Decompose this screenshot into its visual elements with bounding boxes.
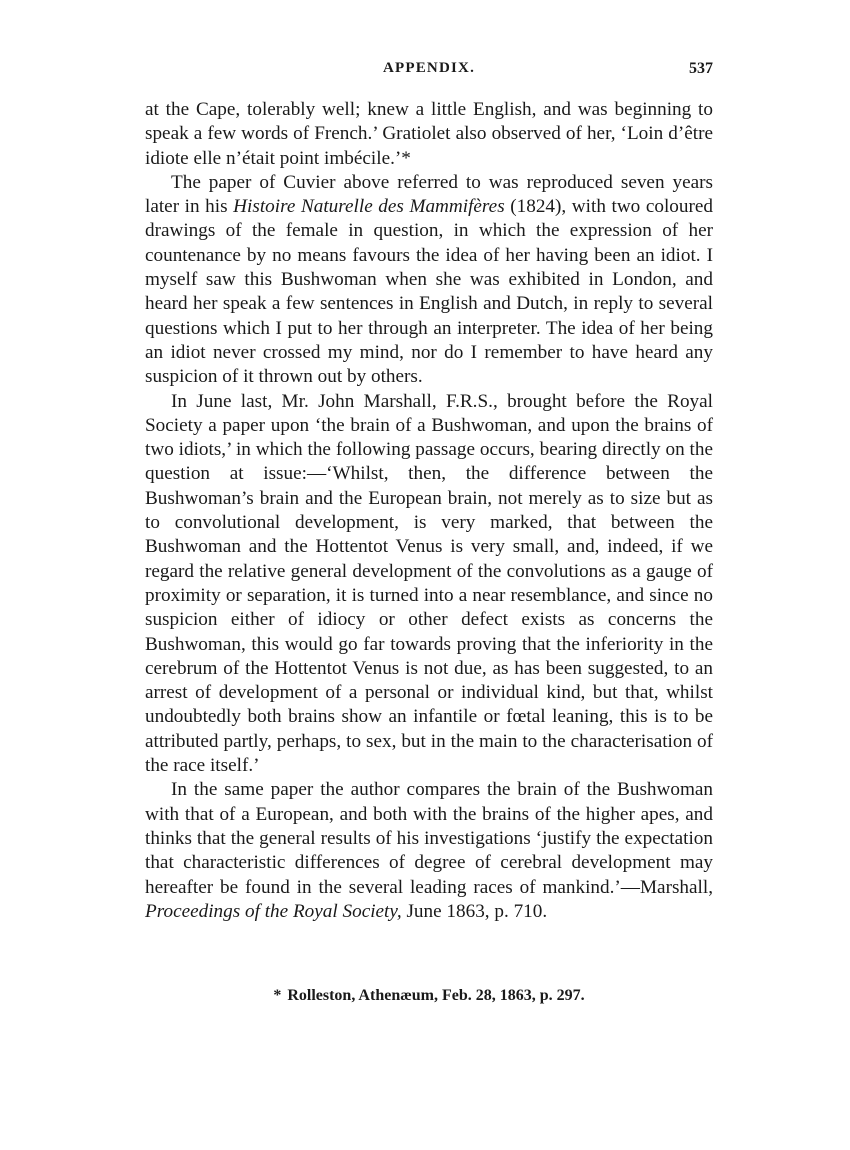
footnote bbox=[145, 987, 713, 1005]
paragraph-text: (1824), with two coloured drawings of the female in question, in which the expression of her countenance by no means favours the idea of her having been an idiot. I myself saw this Bushwoman when she was exhibited in London, and heard her speak a few sentences in English and Dutch, in reply to several questions which I put to her through an interpreter. The idea of her being an idiot never crossed my mind, nor do I remember to have heard any suspicion of it thrown out by others. bbox=[145, 196, 713, 388]
page-number: 537 bbox=[689, 60, 713, 77]
running-title: APPENDIX. bbox=[382, 60, 476, 76]
paragraph-text: In the same paper the author compares the brain of the Bushwoman with that of a European, and both with the brains of the higher apes, and thinks that the general results of his investigations ‘justify the expectation that characteristic differences of degree of cerebral development may hereafter be found in the several leading races of mankind.’—Marshall, bbox=[145, 779, 713, 898]
paragraph-p1 bbox=[145, 98, 713, 171]
running-head bbox=[145, 60, 713, 84]
paragraph-text: The paper of Cuvier above referred to was reproduced seven years later in his bbox=[145, 171, 713, 218]
footnote-text: Rolleston, Athenæum, Feb. 28, 1863, p. 297. bbox=[287, 987, 585, 1004]
italic-title-reference: Proceedings of the Royal Society, bbox=[145, 900, 402, 922]
italic-title-reference: Histoire Naturelle des Mammifères bbox=[233, 196, 505, 218]
paragraph-text: June 1863, p. 710. bbox=[401, 900, 548, 922]
paragraph-p2 bbox=[145, 171, 713, 390]
paragraph-p4 bbox=[145, 778, 713, 924]
footnote-marker: * bbox=[273, 987, 282, 1004]
paragraph-p3 bbox=[145, 390, 713, 779]
paragraph-text: In June last, Mr. John Marshall, F.R.S., brought before the Royal Society a paper upon ‘the brain of a Bushwoman, and upon the brains of two idiots,’ in which the following passage occurs, bearing directly on the question at issue:—‘Whilst, then, the difference between the Bushwoman’s brain and the European brain, not merely as to size but as to convolutional development, is very marked, that between the Bushwoman and the Hottentot Venus is very small, and, indeed, if we regard the relative general development of the convolutions as a gauge of proximity or separation, it is turned into a near resemblance, and since no suspicion either of idiocy or other defect exists as concerns the Bushwoman, this would go far towards proving that the inferiority in the cerebrum of the Hottentot Venus is not due, as has been suggested, to an arrest of development of a personal or individual kind, but that, whilst undoubtedly both brains show an infantile or fœtal leaning, this is to be attributed partly, perhaps, to sex, but in the main to the characterisation of the race itself.’ bbox=[145, 390, 713, 777]
paragraph-text: at the Cape, tolerably well; knew a little English, and was beginning to speak a few words of French.’ Gratiolet also observed of her, ‘Loin d’être idiote elle n’était point imbécile.’* bbox=[145, 99, 713, 169]
body-text bbox=[145, 98, 713, 924]
